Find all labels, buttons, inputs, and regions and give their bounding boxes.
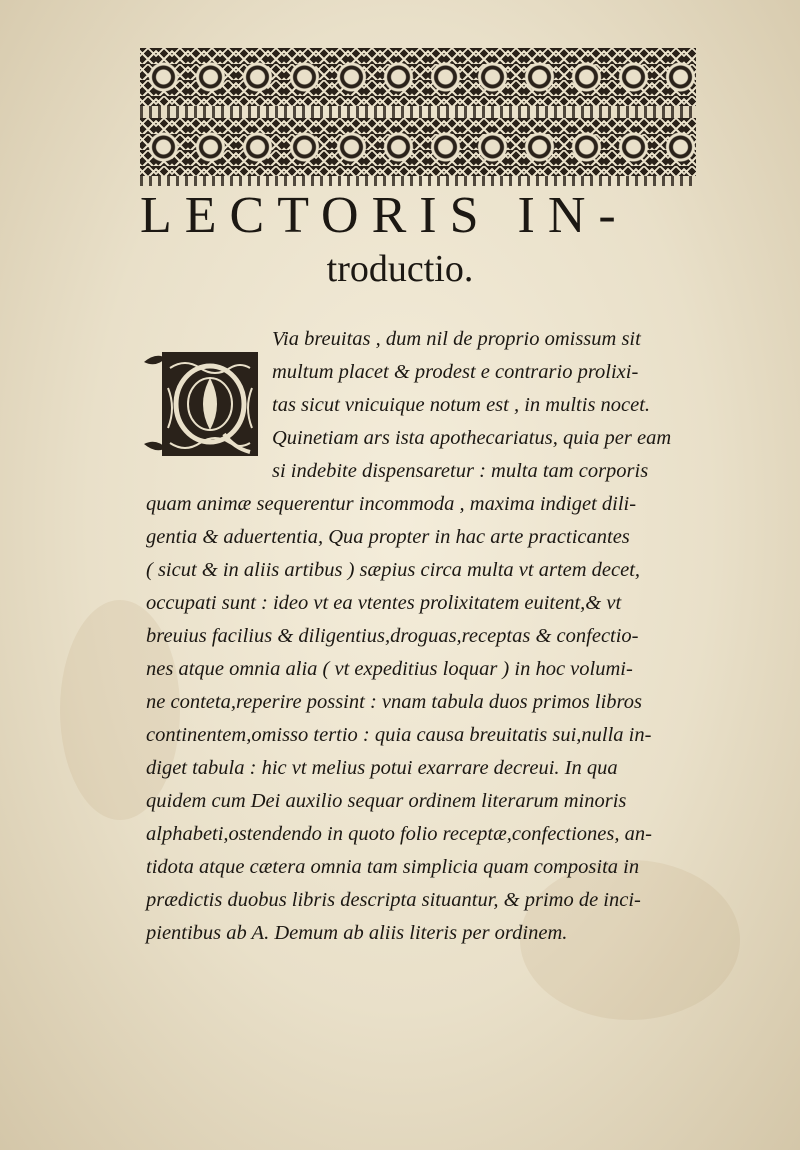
text-line: occupati sunt : ideo vt ea vtentes prolixitatem euitent,& vt (146, 592, 622, 614)
text-line: prædictis duobus libris descripta situantur, & primo de inci- (146, 889, 641, 911)
text-line: diget tabula : hic vt melius potui exarrare decreui. In qua (146, 757, 618, 779)
ornament-divider (140, 106, 696, 118)
ornament-fringe (140, 176, 696, 186)
text-line: ( sicut & in aliis artibus ) sæpius circa multa vt artem decet, (146, 559, 641, 581)
text-line: Via breuitas , dum nil de proprio omissum sit (272, 328, 641, 350)
text-line: ne conteta,reperire possint : vnam tabula duos primos libros (146, 691, 642, 713)
woodcut-ornament-band-icon (140, 118, 696, 176)
text-line: alphabeti,ostendendo in quoto folio receptæ,confectiones, an- (146, 823, 652, 845)
text-line: Quinetiam ars ista apothecariatus, quia per eam (272, 427, 672, 449)
text-line: multum placet & prodest e contrario prolixi- (272, 361, 639, 383)
woodcut-ornament-band-icon (140, 48, 696, 106)
text-line: quidem cum Dei auxilio sequar ordinem literarum minoris (146, 790, 627, 812)
text-line: continentem,omisso tertio : quia causa breuitatis sui,nulla in- (146, 724, 652, 746)
text-line: tidota atque cætera omnia tam simplicia quam composita in (146, 856, 640, 878)
page-subtitle: troductio. (326, 248, 474, 290)
text-line: si indebite dispensaretur : multa tam corporis (272, 460, 649, 482)
text-line: gentia & aduertentia, Qua propter in hac arte practicantes (146, 526, 630, 548)
text-line: quam animæ sequerentur incommoda , maxima indiget dili- (146, 493, 637, 515)
decorated-initial-q-icon (140, 348, 270, 466)
text-line: pientibus ab A. Demum ab aliis literis per ordinem. (146, 922, 568, 944)
page-title: LECTORIS IN- (140, 187, 629, 244)
text-line: breuius facilius & diligentius,droguas,receptas & confectio- (146, 625, 639, 647)
text-line: tas sicut vnicuique notum est , in multis nocet. (272, 394, 651, 416)
text-line: nes atque omnia alia ( vt expeditius loquar ) in hoc volumi- (146, 658, 633, 680)
